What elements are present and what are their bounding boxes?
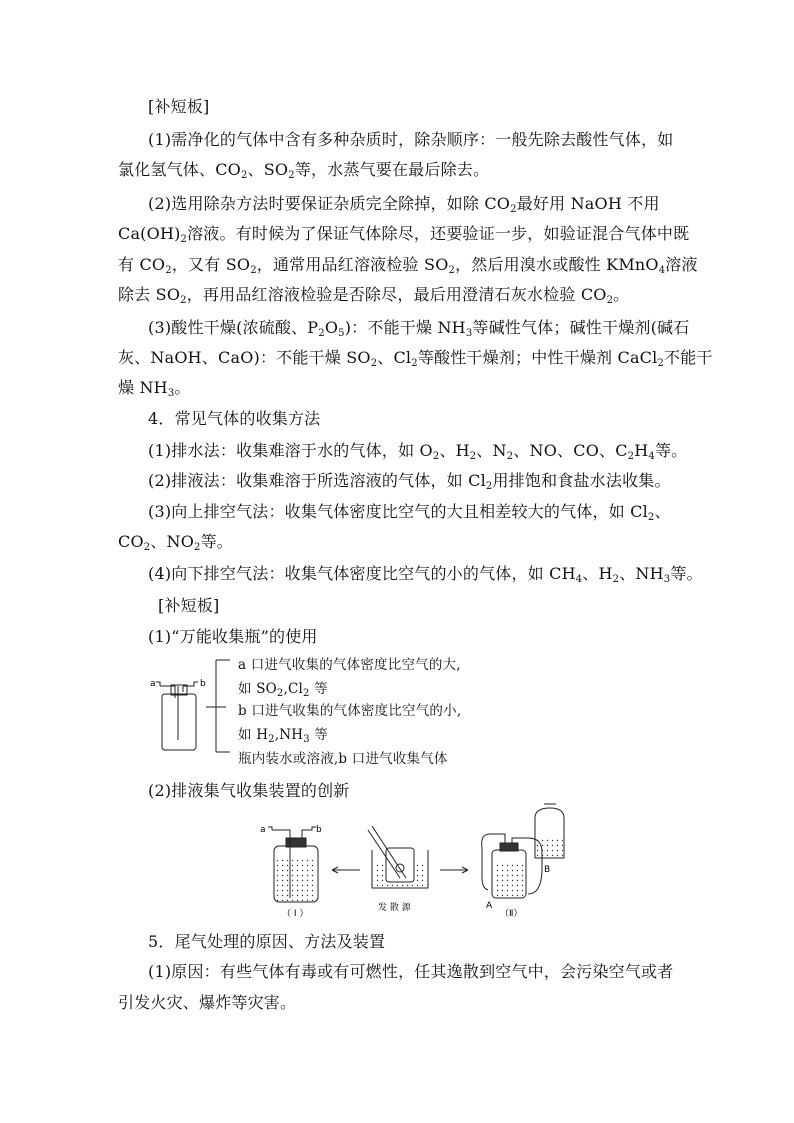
brace-line [206,660,230,752]
section-5-line-1: (1)原因：有些气体有毒或有可燃性，任其逸散到空气中，会污染空气或者 [148,962,674,981]
beaker-icon [368,826,428,888]
caption-I: （ I ） [282,909,309,919]
label-a: a [150,679,156,689]
supplement-heading-2: [补短板] [158,596,220,615]
bottle-1-icon [268,827,318,902]
fig1-line-2: 如 $SO_2,Cl_2$ 等 [238,681,328,699]
para-2-line-2: $Ca(OH)_2$溶液。有时候为了保证气体除尽，还要验证一步，如验证混合气体中既 [118,224,690,245]
fig1-line-5: 瓶内装水或溶液,b 口进气收集气体 [238,751,448,767]
universal-bottle-figure [150,652,240,752]
section-5-line-2: 引发火灾、爆炸等灾害。 [118,993,297,1012]
label-A: A [486,901,493,911]
para-3-line-3: 燥 $NH_3$。 [118,378,191,399]
para-3-line-2: 灰、NaOH、CaO)：不能干燥 $SO_2$、$Cl_2$等酸性干燥剂；中性干燥剂 CaCl$_2$不能干 [118,348,713,369]
para-1-line-2: 氯化氢气体、$CO_2$、$SO_2$等，水蒸气要在最后除去。 [118,160,490,181]
label-b-2: b [316,825,322,835]
section-5-title: 5．尾气处理的原因、方法及装置 [148,932,386,951]
section-4-item-3-cont: $CO_2$、$NO_2$等。 [118,532,234,553]
arrow-right-icon [440,867,468,873]
para-2-line-3: 有 $CO_2$，又有 $SO_2$，通常用品红溶液检验 $SO_2$，然后用溴水或酸性 KMnO$_4$溶液 [118,255,698,276]
arrow-left-icon [332,867,360,873]
section-4-item-2: (2)排液法：收集难溶于所选溶液的气体，如 $Cl_2$用排饱和食盐水法收集。 [148,471,671,492]
section-4-item-4: (4)向下排空气法：收集气体密度比空气的小的气体，如 $CH_4$、$H_2$、$NH_3$等。 [148,564,703,585]
liquid-collection-figure [260,808,580,918]
fig1-line-1: a 口进气收集的气体密度比空气的大, [238,657,461,673]
para-3-line-1: (3)酸性干燥(浓硫酸、$P_2O_5$)：不能干燥 $NH_3$等碱性气体；碱性干燥剂(碱石 [148,318,690,339]
label-B: B [544,865,551,875]
subsection-universal-bottle: (1)“万能收集瓶”的使用 [148,627,318,646]
caption-source: 发 散 源 [378,903,411,913]
para-1-line-1: (1)需净化的气体中含有多种杂质时，除杂顺序：一般先除去酸性气体，如 [148,130,674,149]
label-a-2: a [260,825,266,835]
caption-II: （Ⅱ） [500,909,523,919]
section-4-item-1: (1)排水法：收集难溶于水的气体，如 $O_2$、$H_2$、$N_2$、NO、CO、$C_2H_4$等。 [148,441,688,462]
fig1-line-3: b 口进气收集的气体密度比空气的小, [238,703,462,719]
para-2-line-4: 除去 $SO_2$，再用品红溶液检验是否除尽，最后用澄清石灰水检验 $CO_2$。 [118,285,630,306]
section-4-item-3: (3)向上排空气法：收集气体密度比空气的大且相差较大的气体，如 $Cl_2$、 [148,502,671,523]
subsection-liquid-collection: (2)排液集气收集装置的创新 [148,781,350,800]
bottle-icon [156,682,198,750]
bottle-2-icon [482,804,564,898]
label-b: b [200,679,206,689]
fig1-line-4: 如 $H_2,NH_3$ 等 [238,727,328,745]
section-4-title: 4．常见气体的收集方法 [148,409,321,428]
supplement-heading: [补短板] [148,97,210,116]
para-2-line-1: (2)选用除杂方法时要保证杂质完全除掉，如除 $CO_2$最好用 NaOH 不用 [148,194,660,215]
